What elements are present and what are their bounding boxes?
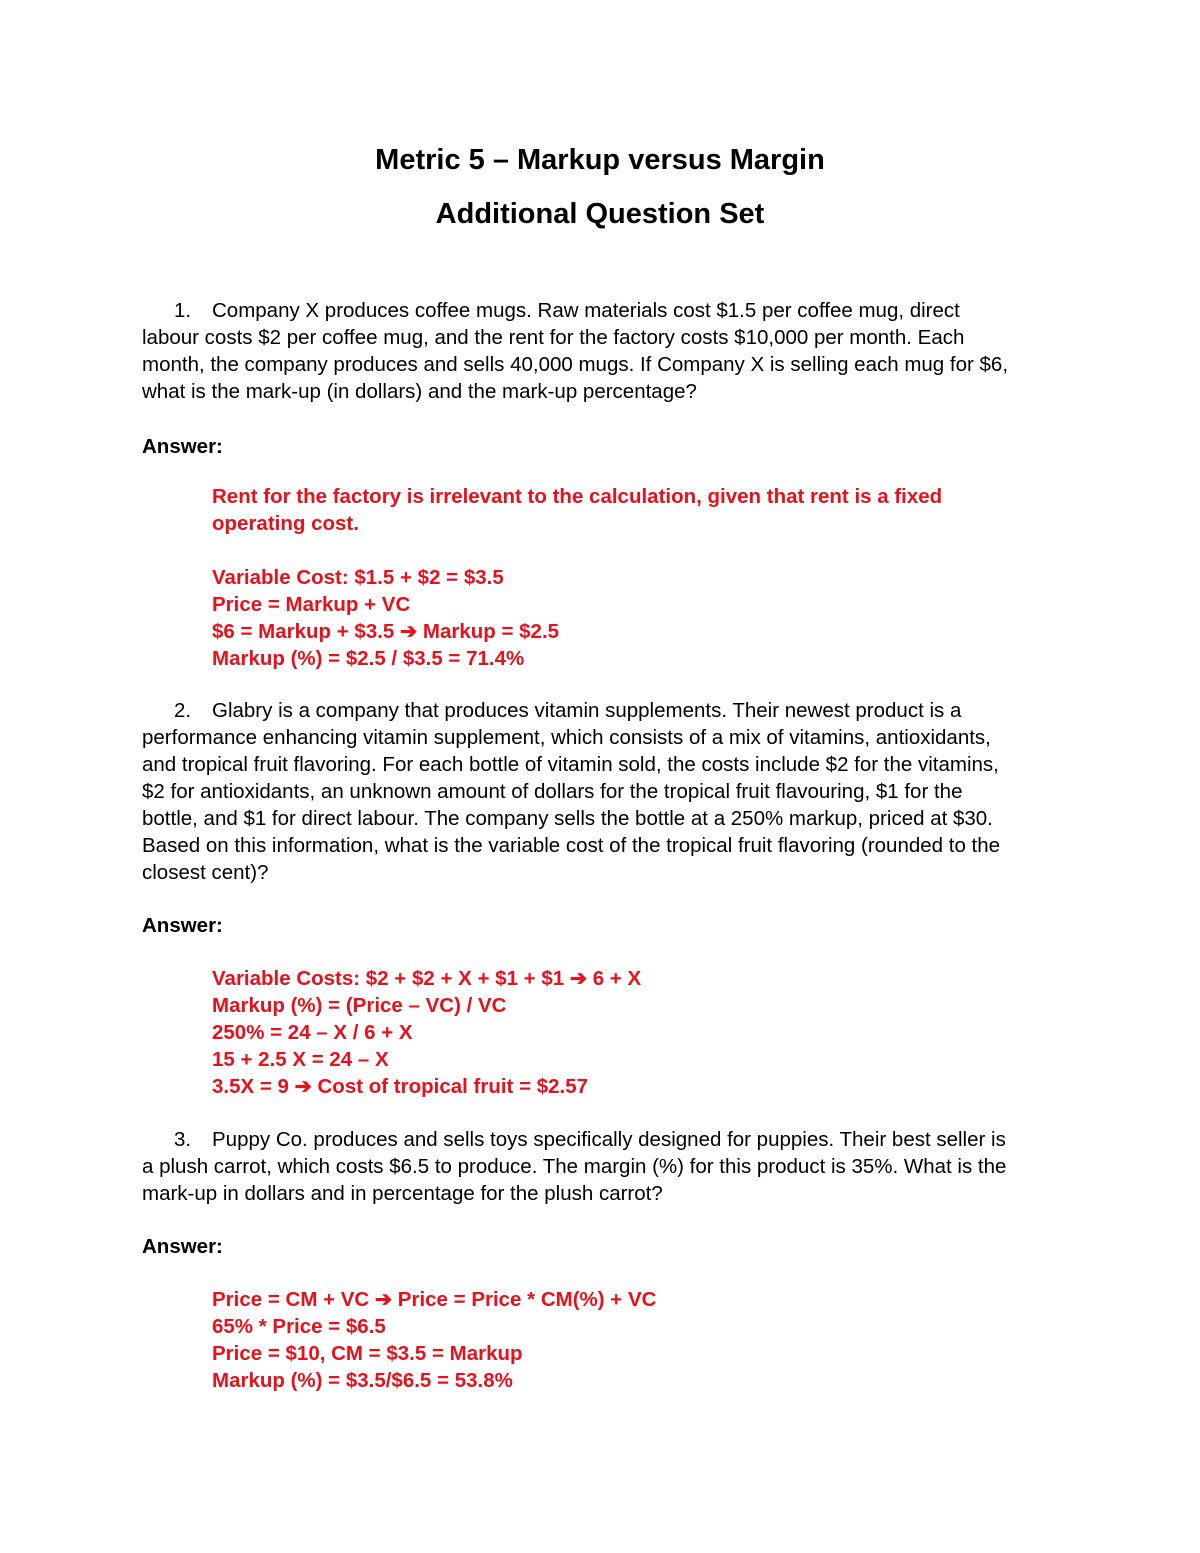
question-line: mark-up in dollars and in percentage for the plush carrot? (142, 1182, 663, 1205)
answer-2 (212, 965, 641, 1100)
answer-1 (212, 483, 942, 672)
answer-line: Price = $10, CM = $3.5 = Markup (212, 1342, 523, 1365)
answer-label: Answer: (142, 914, 223, 937)
document-subtitle: Additional Question Set (435, 198, 765, 230)
question-line: Puppy Co. produces and sells toys specifically designed for puppies. Their best seller is (212, 1128, 1006, 1151)
question-line: what is the mark-up (in dollars) and the mark-up percentage? (142, 380, 697, 403)
answer-line (212, 537, 942, 564)
answer-line: operating cost. (212, 512, 359, 535)
answer-line: Price = Markup + VC (212, 593, 411, 616)
answer-line: 65% * Price = $6.5 (212, 1315, 386, 1338)
answer-line: Rent for the factory is irrelevant to the calculation, given that rent is a fixed (212, 485, 943, 508)
question-2 (142, 697, 1062, 886)
question-number: 1. (174, 299, 192, 322)
question-line: and tropical fruit flavoring. For each bottle of vitamin sold, the costs include $2 for the vitamins, (142, 753, 999, 776)
answer-line: Markup (%) = $2.5 / $3.5 = 71.4% (212, 647, 525, 670)
question-line: Glabry is a company that produces vitamin supplements. Their newest product is a (212, 699, 962, 722)
question-number: 2. (174, 699, 192, 722)
answer-line: Variable Costs: $2 + $2 + X + $1 + $1 ➔ 6 + X (212, 967, 642, 990)
question-line: bottle, and $1 for direct labour. The company sells the bottle at a 250% markup, priced at $30. (142, 807, 993, 830)
answer-line: 250% = 24 – X / 6 + X (212, 1021, 413, 1044)
document-title: Metric 5 – Markup versus Margin (375, 144, 825, 176)
question-line: performance enhancing vitamin supplement, which consists of a mix of vitamins, antioxidants, (142, 726, 991, 749)
question-line: a plush carrot, which costs $6.5 to produce. The margin (%) for this product is 35%. What is the (142, 1155, 1007, 1178)
answer-label: Answer: (142, 435, 223, 458)
answer-line: Variable Cost: $1.5 + $2 = $3.5 (212, 566, 504, 589)
question-line: month, the company produces and sells 40,000 mugs. If Company X is selling each mug for $6, (142, 353, 1009, 376)
answer-line: Price = CM + VC ➔ Price = Price * CM(%) + VC (212, 1288, 657, 1311)
question-line: $2 for antioxidants, an unknown amount of dollars for the tropical fruit flavouring, $1 for the (142, 780, 963, 803)
question-line: Company X produces coffee mugs. Raw materials cost $1.5 per coffee mug, direct (212, 299, 960, 322)
answer-line: Markup (%) = $3.5/$6.5 = 53.8% (212, 1369, 513, 1392)
answer-line: Markup (%) = (Price – VC) / VC (212, 994, 507, 1017)
answer-label: Answer: (142, 1235, 223, 1258)
question-line: closest cent)? (142, 861, 269, 884)
question-line: labour costs $2 per coffee mug, and the rent for the factory costs $10,000 per month. Each (142, 326, 965, 349)
question-number: 3. (174, 1128, 192, 1151)
question-line: Based on this information, what is the variable cost of the tropical fruit flavoring (rounded to the (142, 834, 1001, 857)
answer-line: $6 = Markup + $3.5 ➔ Markup = $2.5 (212, 620, 560, 643)
answer-line: 3.5X = 9 ➔ Cost of tropical fruit = $2.57 (212, 1075, 589, 1098)
answer-line: 15 + 2.5 X = 24 – X (212, 1048, 389, 1071)
question-3 (142, 1126, 1062, 1207)
answer-3 (212, 1286, 656, 1394)
question-1 (142, 297, 1062, 405)
